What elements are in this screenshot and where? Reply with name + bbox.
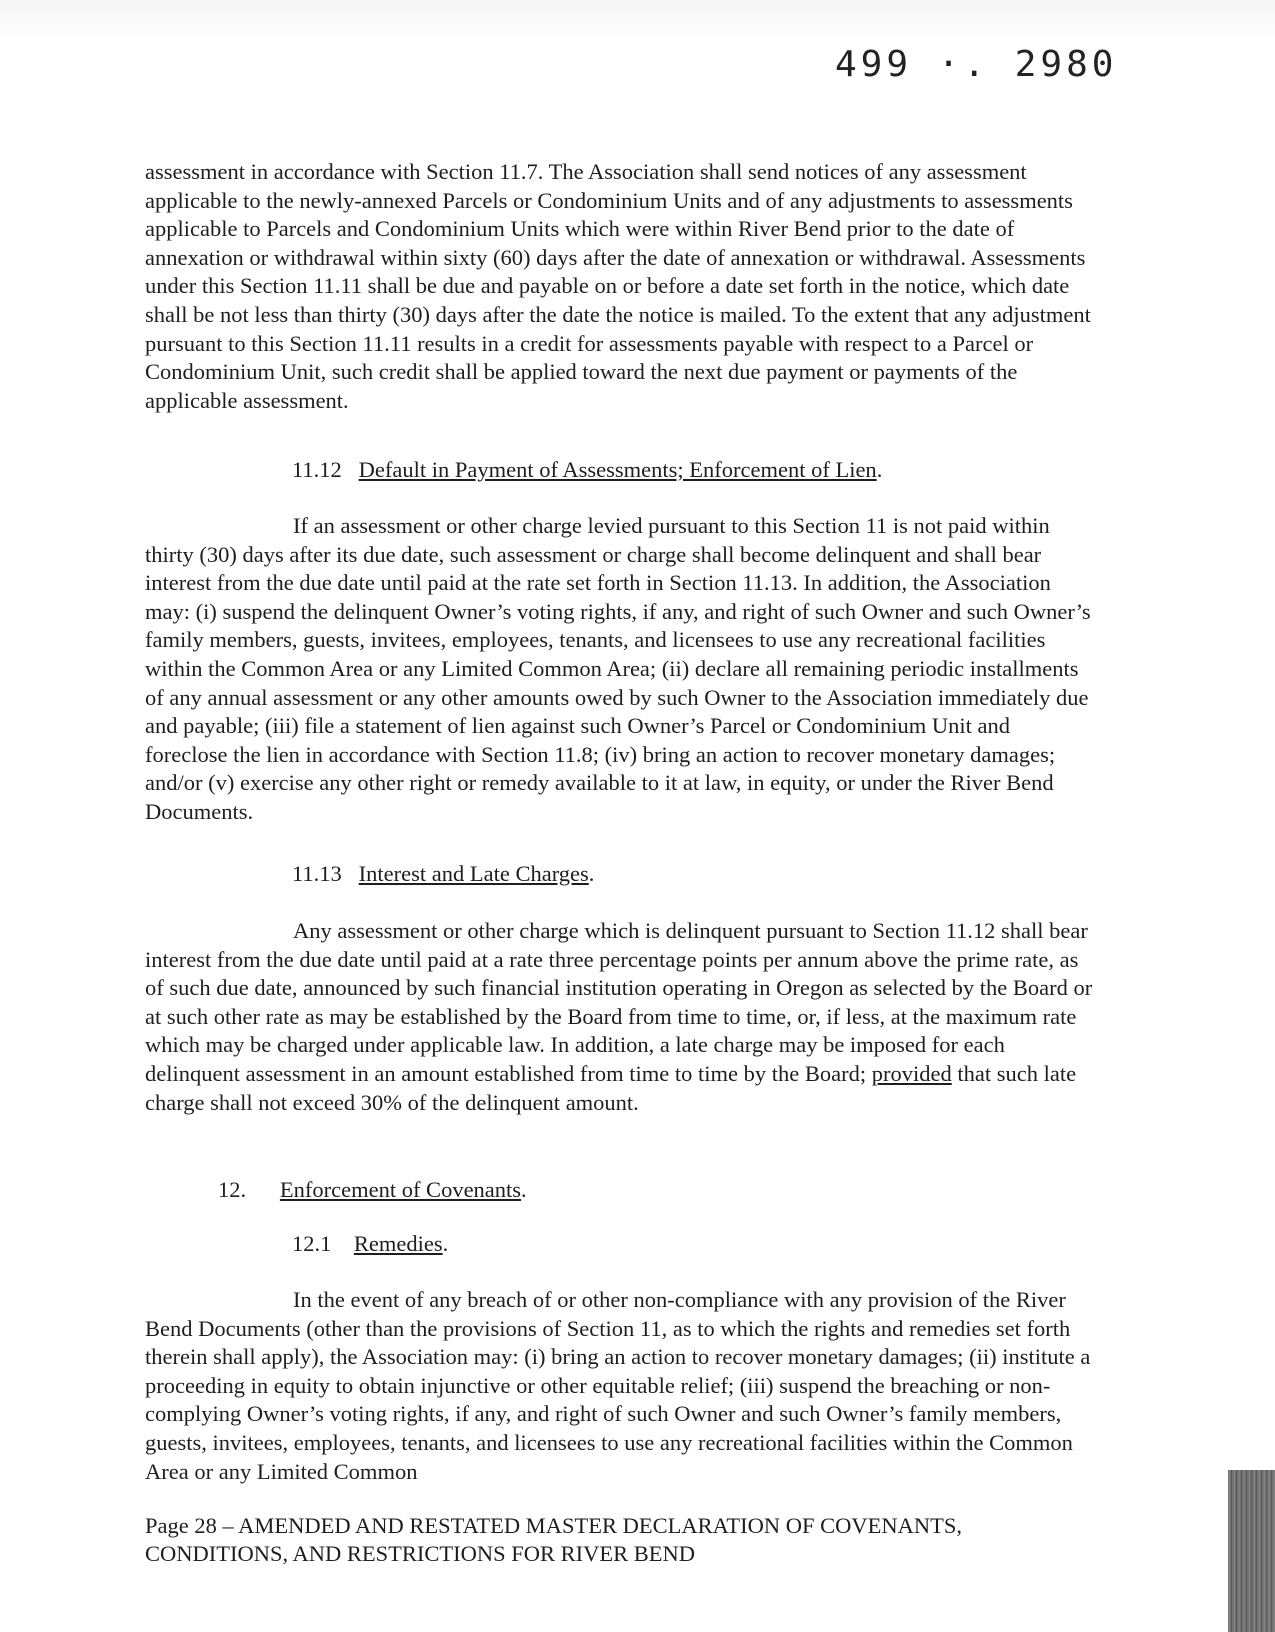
heading-11-12: 11.12 Default in Payment of Assessments; Enforcement of Lien. bbox=[292, 457, 883, 482]
paragraph-text: If an assessment or other charge levied pursuant to this Section 11 is not paid within thirty (30) days after its due date, such assessment or charge shall become delinquent and shall bear interest from the due date until paid at the rate set forth in Section 11.13. In addition, the Association may: (i) suspend the delinquent Owner’s voting rights, if any, and right of such Owner and such Owner’s family members, guests, invitees, employees, tenants, and licensees to use any recreational facilities within the Common Area or any Limited Common Area; (ii) declare all remaining periodic installments of any annual assessment or any other amounts owed by such Owner to the Association immediately due and payable; (iii) file a statement of lien against such Owner’s Parcel or Condominium Unit and foreclose the lien in accordance with Section 11.8; (iv) bring an action to recover monetary damages; and/or (v) exercise any other right or remedy available to it at law, in equity, or under the River Bend Documents. bbox=[145, 513, 1091, 824]
heading-11-13: 11.13 Interest and Late Charges. bbox=[292, 861, 595, 886]
footer-line-2: CONDITIONS, AND RESTRICTIONS FOR RIVER BEND bbox=[145, 1541, 696, 1566]
text-before: Any assessment or other charge which is delinquent pursuant to Section 11.12 shall bear interest from the due date until paid at a rate three percentage points per annum above the prime rate, as of such due date, announced by such financial institution operating in Oregon as selected by the Board or at such other rate as may be established by the Board from time to time, or, if less, at the maximum rate which may be charged under applicable law. In addition, a late charge may be imposed for each delinquent assessment in an amount established from time to time by the Board; bbox=[145, 918, 1093, 1086]
heading-12: 12. Enforcement of Covenants. bbox=[218, 1177, 527, 1202]
paragraph-text: In the event of any breach of or other non-compliance with any provision of the River Bend Documents (other than the provisions of Section 11, as to which the rights and remedies set forth therein shall apply), the Association may: (i) bring an action to recover monetary damages; (ii) institute a proceeding in equity to obtain injunctive or other equitable relief; (iii) suspend the breaching or non-complying Owner’s voting rights, if any, and right of such Owner and such Owner’s family members, guests, invitees, employees, tenants, and licensees to use any recreational facilities within the Common Area or any Limited Common bbox=[145, 1287, 1091, 1484]
text-after: that such late charge shall not exceed 30% of the delinquent amount. bbox=[145, 1060, 1077, 1115]
section-number: 12.1 bbox=[292, 1231, 332, 1256]
paragraph-11-12 bbox=[145, 512, 1095, 827]
paragraph-11-13 bbox=[145, 917, 1095, 1117]
paragraph-continued bbox=[145, 158, 1095, 415]
section-title: Remedies bbox=[353, 1231, 443, 1256]
scan-artifact bbox=[1228, 1470, 1275, 1632]
recording-stamp: 499 ·. 2980 bbox=[835, 44, 1118, 85]
section-title: Interest and Late Charges bbox=[358, 861, 589, 886]
section-number: 11.13 bbox=[292, 861, 342, 886]
paragraph-text bbox=[145, 917, 1095, 1117]
section-title: Enforcement of Covenants bbox=[279, 1177, 522, 1202]
footer-line-1: Page 28 – AMENDED AND RESTATED MASTER DECLARATION OF COVENANTS, bbox=[145, 1513, 962, 1538]
paragraph-12-1 bbox=[145, 1286, 1095, 1486]
provided-term: provided bbox=[871, 1060, 952, 1086]
scan-edge bbox=[0, 0, 1275, 40]
section-number: 11.12 bbox=[292, 457, 342, 482]
section-title: Default in Payment of Assessments; Enforcement of Lien bbox=[358, 457, 877, 482]
section-number: 12. bbox=[218, 1177, 247, 1202]
heading-12-1: 12.1 Remedies. bbox=[292, 1231, 449, 1256]
page-footer bbox=[145, 1512, 1045, 1568]
paragraph-text: assessment in accordance with Section 11.7. The Association shall send notices of any assessment applicable to the newly-annexed Parcels or Condominium Units and of any adjustments to assessments applicable to Parcels and Condominium Units which were within River Bend prior to the date of annexation or withdrawal within sixty (60) days after the date of annexation or withdrawal. Assessments under this Section 11.11 shall be due and payable on or before a date set forth in the notice, which date shall be not less than thirty (30) days after the date the notice is mailed. To the extent that any adjustment pursuant to this Section 11.11 results in a credit for assessments payable with respect to a Parcel or Condominium Unit, such credit shall be applied toward the next due payment or payments of the applicable assessment. bbox=[145, 159, 1091, 413]
